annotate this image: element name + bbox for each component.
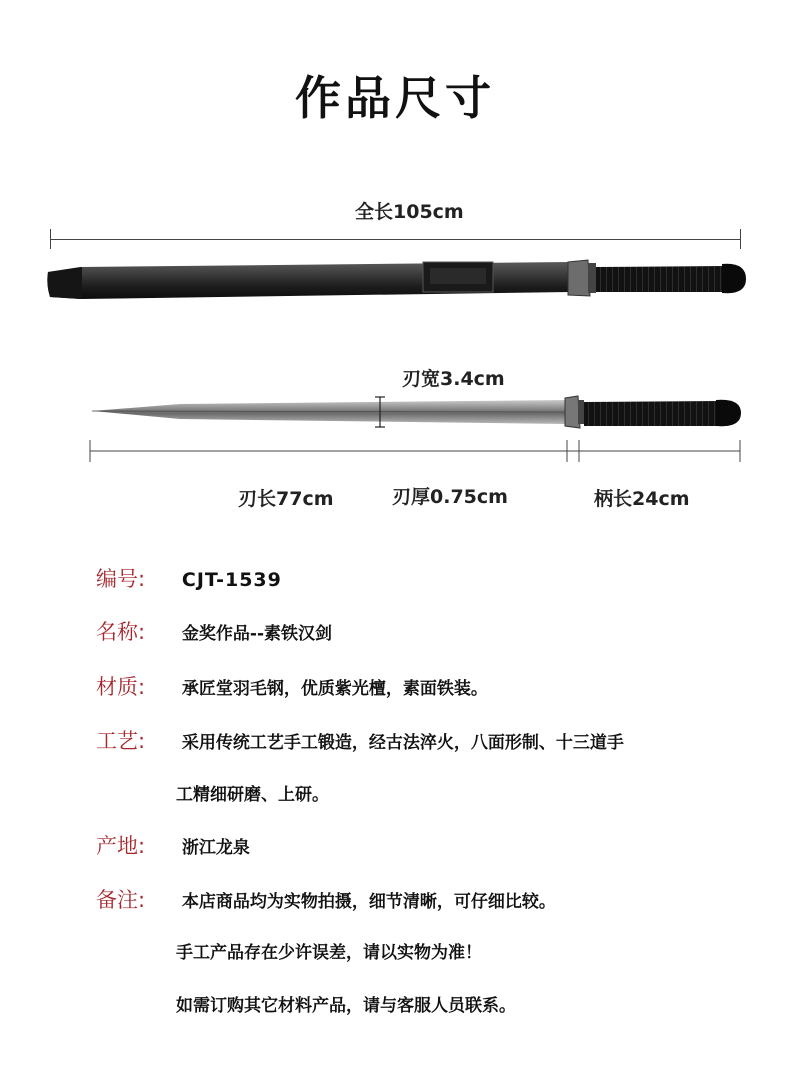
spec-craft bbox=[96, 725, 624, 755]
spec-material bbox=[96, 671, 488, 701]
drawn-sword bbox=[92, 396, 741, 428]
blade-thickness-label: 刃厚0.75cm bbox=[392, 486, 508, 508]
blade-length-label: 刃长77cm bbox=[238, 488, 334, 510]
spec-code bbox=[96, 563, 282, 593]
spec-craft-value-line2: 工精细研磨、上研。 bbox=[176, 785, 329, 805]
drawn-guard bbox=[565, 396, 580, 428]
spec-material-key: 材质: bbox=[96, 675, 146, 699]
spec-material-value: 承匠堂羽毛钢，优质紫光檀，素面铁装。 bbox=[181, 679, 488, 699]
spec-notes-key: 备注: bbox=[96, 888, 146, 912]
spec-name-key: 名称: bbox=[96, 620, 146, 644]
total-length-label: 全长105cm bbox=[355, 201, 464, 223]
page-title: 作品尺寸 bbox=[295, 71, 495, 125]
sword-illustrations bbox=[0, 0, 790, 470]
spec-notes bbox=[96, 884, 556, 914]
spec-notes-value-line2: 手工产品存在少许误差，请以实物为准！ bbox=[176, 943, 482, 963]
spec-code-value: CJT-1539 bbox=[181, 569, 282, 591]
blade-width-label: 刃宽3.4cm bbox=[402, 368, 505, 390]
spec-notes-value: 本店商品均为实物拍摄，细节清晰，可仔细比较。 bbox=[181, 892, 556, 912]
spec-origin bbox=[96, 830, 250, 860]
sheathed-sword bbox=[47, 260, 746, 299]
spec-origin-value: 浙江龙泉 bbox=[181, 838, 250, 858]
spec-name-value: 金奖作品--素铁汉剑 bbox=[181, 624, 333, 644]
spec-name bbox=[96, 616, 332, 646]
handle-length-label: 柄长24cm bbox=[594, 488, 690, 510]
guard bbox=[568, 260, 590, 296]
spec-notes-value-line3: 如需订购其它材料产品，请与客服人员联系。 bbox=[176, 996, 516, 1016]
spec-craft-key: 工艺: bbox=[96, 729, 146, 753]
spec-origin-key: 产地: bbox=[96, 834, 146, 858]
lower-dimension-line bbox=[90, 440, 740, 462]
spec-craft-value: 采用传统工艺手工锻造，经古法淬火，八面形制、十三道手 bbox=[181, 733, 624, 753]
spec-code-key: 编号: bbox=[96, 567, 146, 591]
